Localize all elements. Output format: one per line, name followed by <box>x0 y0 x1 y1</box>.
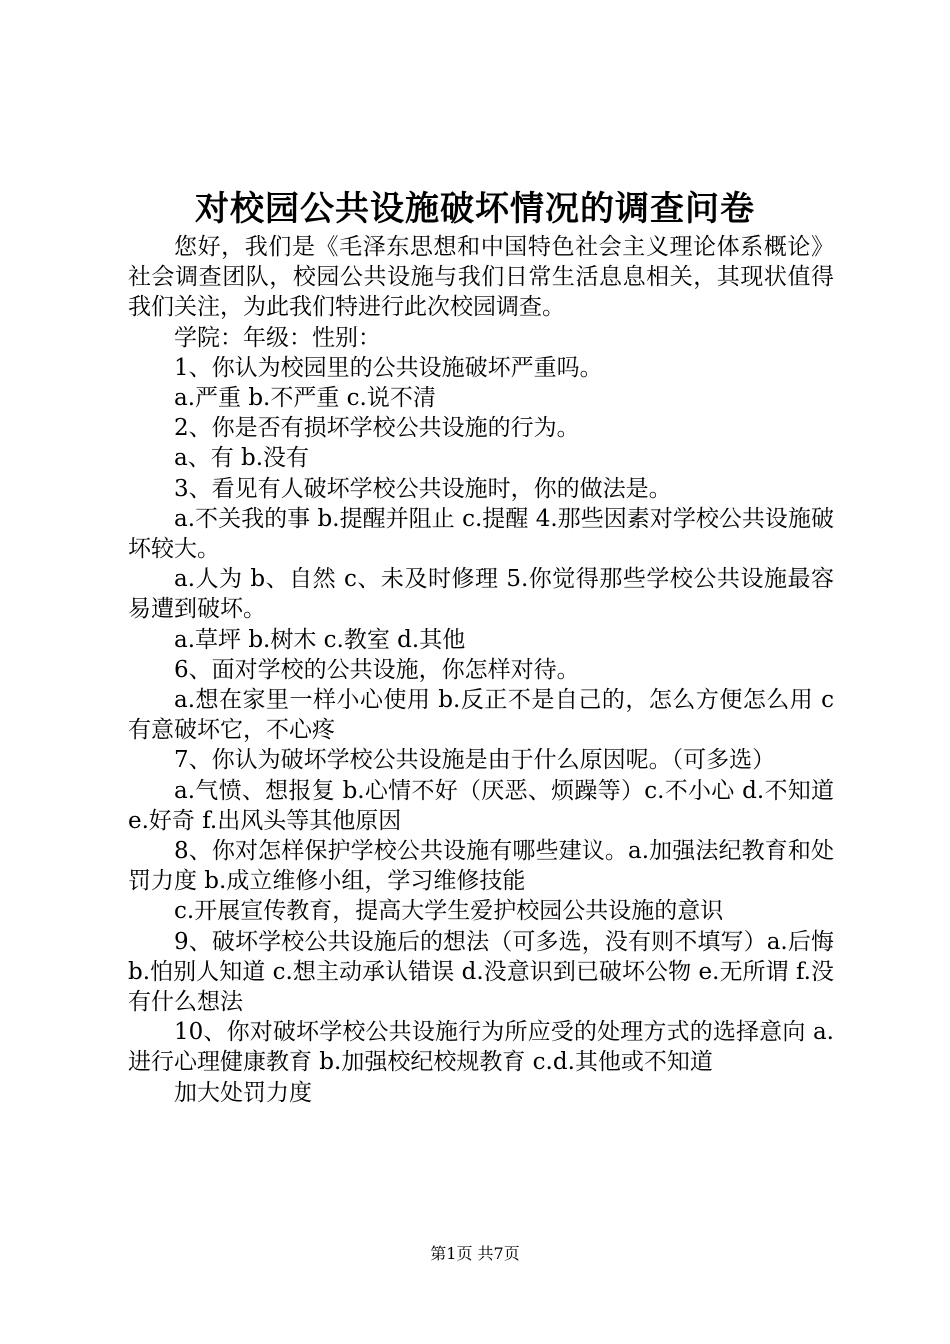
question-1: 1、你认为校园里的公共设施破坏严重吗。 <box>174 354 603 381</box>
document-body <box>128 232 834 1108</box>
question-6: 6、面对学校的公共设施，你怎样对待。 <box>174 656 580 683</box>
question-3-options: a.不关我的事 b.提醒并阻止 c.提醒 4.那些因素对学校公共设施破坏较大。 <box>128 505 834 563</box>
question-5-options: a.草坪 b.树木 c.教室 d.其他 <box>174 626 466 653</box>
respondent-info-line: 学院：年级：性别： <box>174 324 381 351</box>
question-2-options: a、有 b.没有 <box>174 445 310 472</box>
question-8: 8、你对怎样保护学校公共设施有哪些建议。a.加强法纪教育和处罚力度 b.成立维修小组，学习维修技能 <box>128 838 834 895</box>
question-2: 2、你是否有损坏学校公共设施的行为。 <box>174 415 580 442</box>
question-9: 9、破坏学校公共设施后的想法（可多选，没有则不填写）a.后悔 b.怕别人知道 c.想主动承认错误 d.没意识到已破坏公物 e.无所谓 f.没有什么想法 <box>128 928 834 1016</box>
question-10-option-c: 加大处罚力度 <box>174 1079 312 1106</box>
question-6-options: a.想在家里一样小心使用 b.反正不是自己的，怎么方便怎么用 c 有意破坏它，不心疼 <box>128 687 834 744</box>
question-7-options: a.气愤、想报复 b.心情不好（厌恶、烦躁等）c.不小心 d.不知道 e.好奇 f.出风头等其他原因 <box>128 777 834 834</box>
question-4-options: a.人为 b、自然 c、未及时修理 5.你觉得那些学校公共设施最容易遭到破坏。 <box>128 566 834 623</box>
page-number: 第1页 共7页 <box>430 1244 520 1263</box>
question-1-options: a.严重 b.不严重 c.说不清 <box>174 385 436 412</box>
question-8-option-c: c.开展宣传教育，提高大学生爱护校园公共设施的意识 <box>174 898 724 925</box>
question-10: 10、你对破坏学校公共设施行为所应受的处理方式的选择意向 a.进行心理健康教育 b.加强校纪校规教育 c.d.其他或不知道 <box>128 1019 834 1076</box>
question-3: 3、看见有人破坏学校公共设施时，你的做法是。 <box>174 475 672 502</box>
question-7: 7、你认为破坏学校公共设施是由于什么原因呢。（可多选） <box>174 747 776 774</box>
document-title: 对校园公共设施破坏情况的调查问卷 <box>195 189 755 229</box>
intro-paragraph: 您好，我们是《毛泽东思想和中国特色社会主义理论体系概论》社会调查团队，校园公共设施与我们日常生活息息相关，其现状值得我们关注，为此我们特进行此次校园调查。 <box>128 234 834 321</box>
